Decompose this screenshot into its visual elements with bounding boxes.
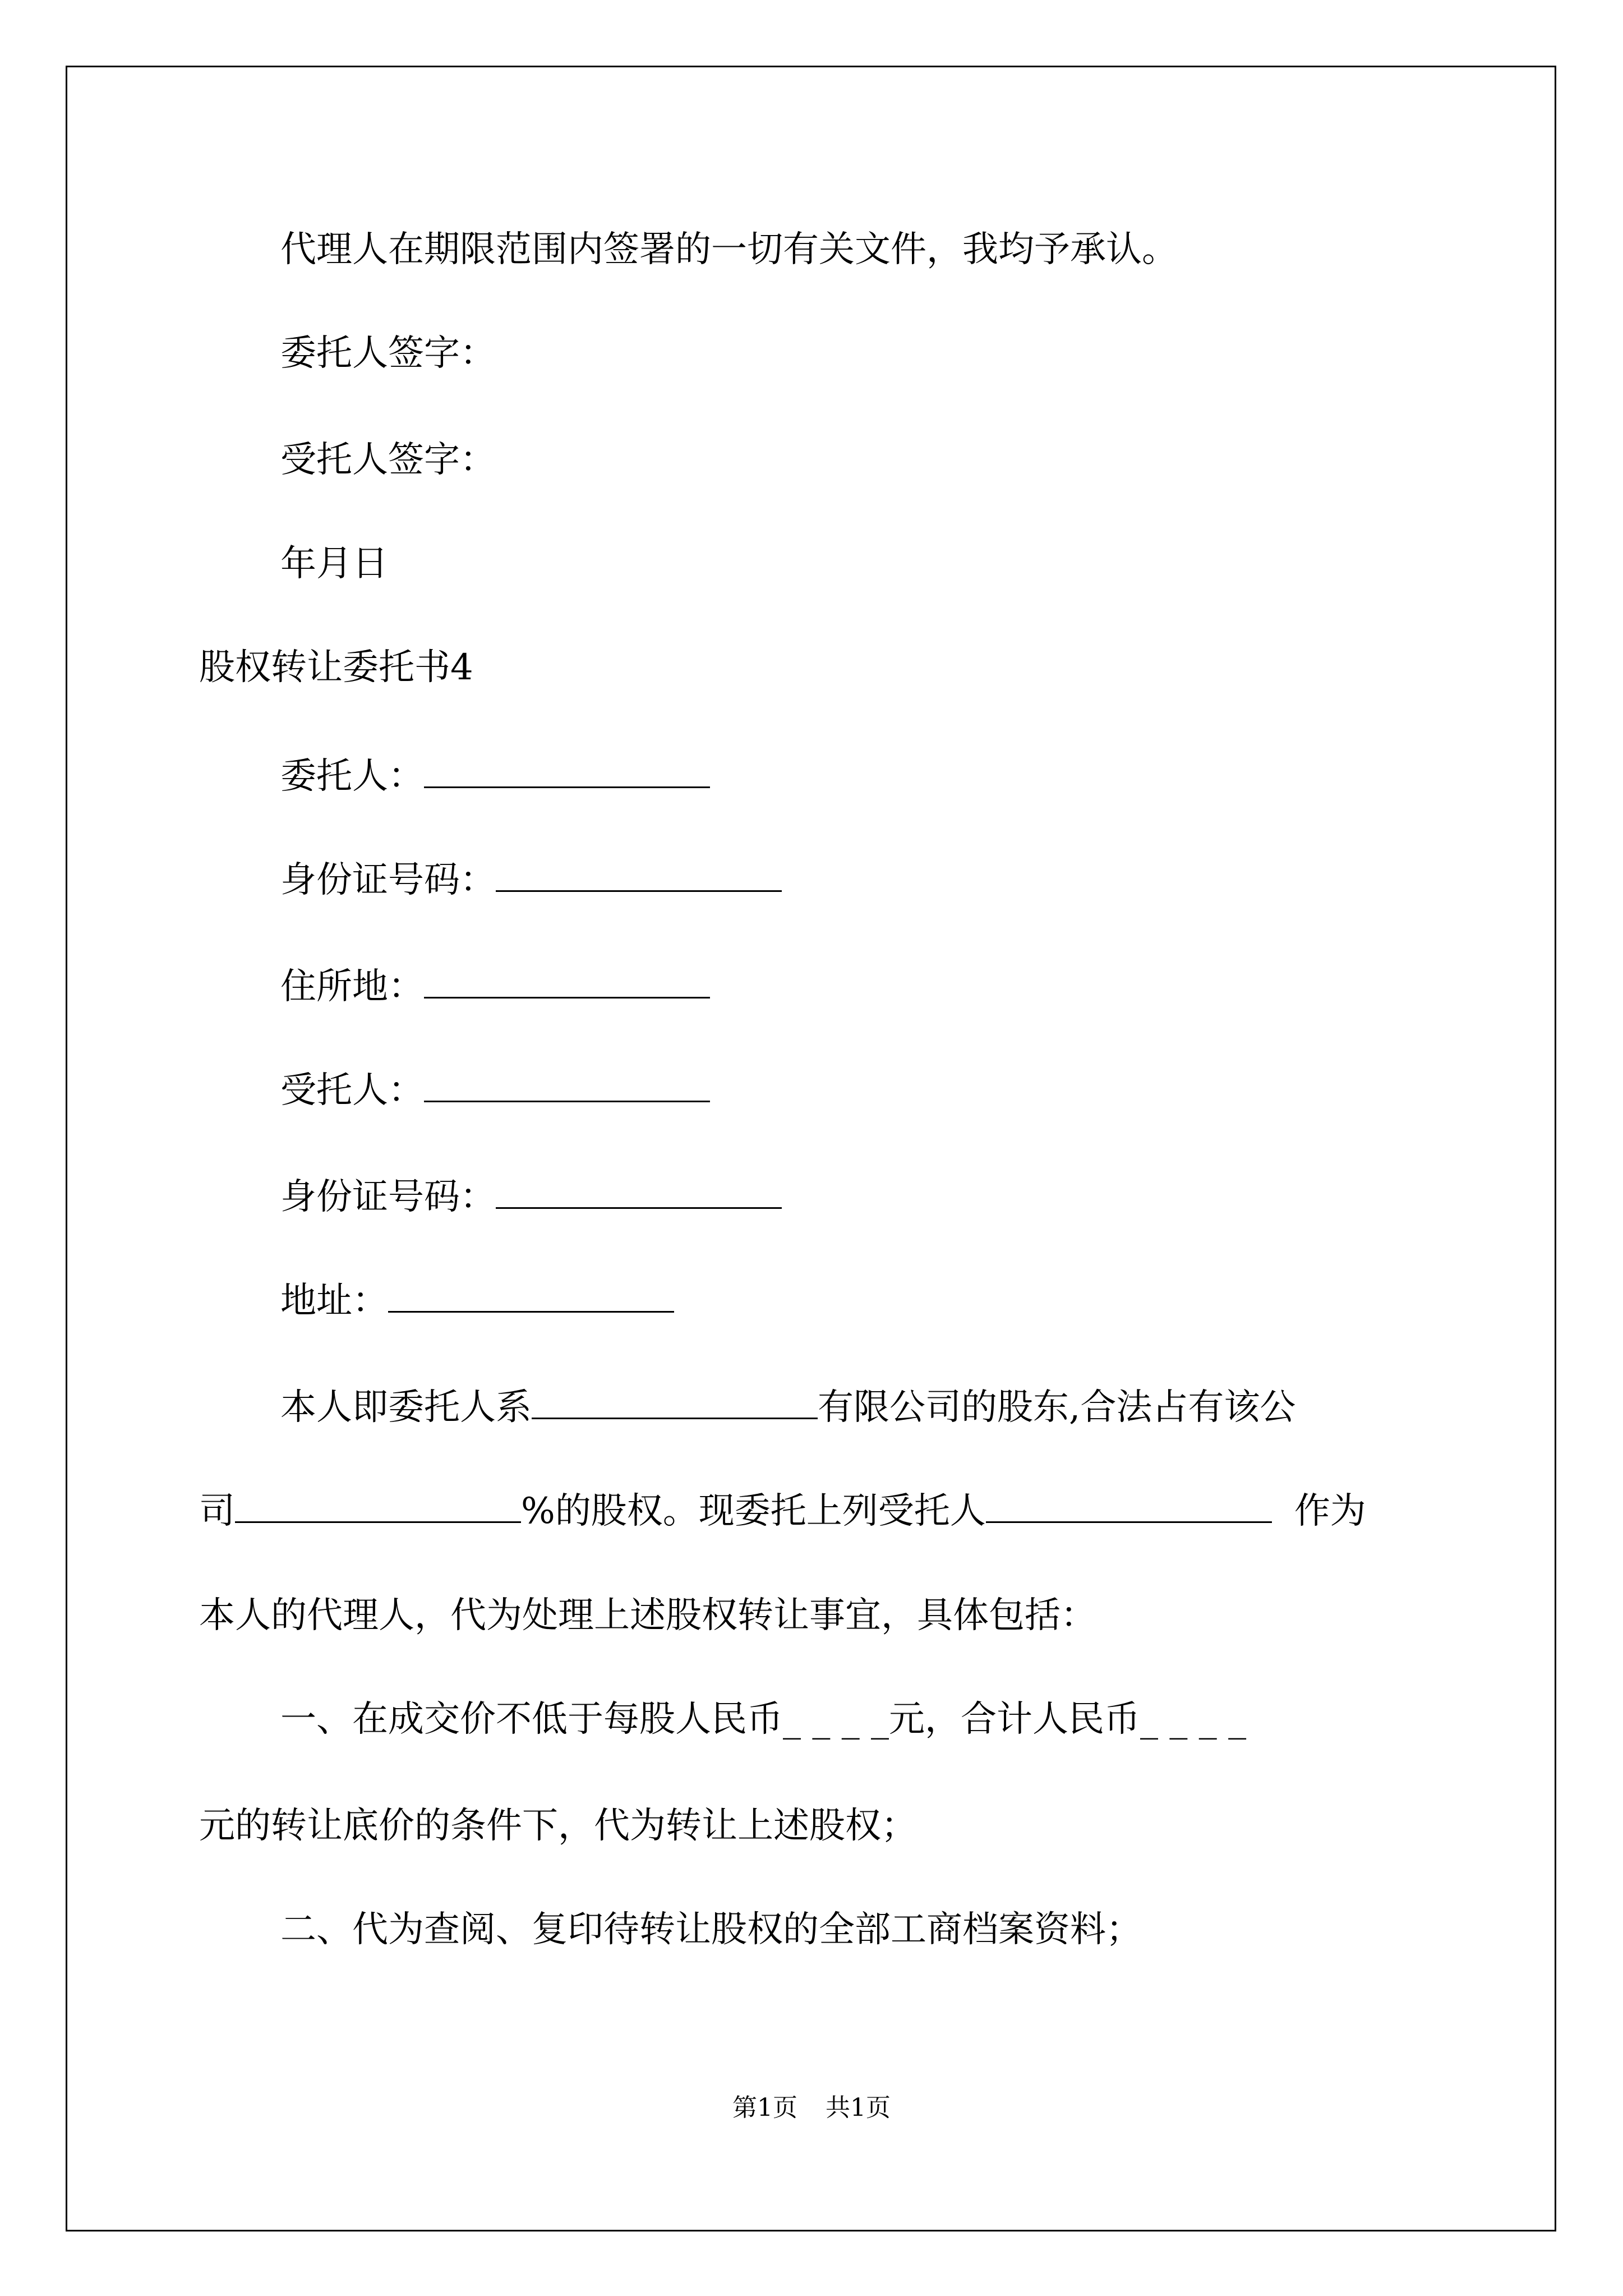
body-text: %的股权。现委托上列受托人 [521,1490,986,1532]
blank-line [496,855,782,892]
body-text: 司 [199,1490,235,1532]
body-line-2 [199,1487,1366,1534]
field-label: 住所地： [280,966,424,1007]
blank-dashes: _ _ _ _ [783,1699,889,1740]
field-principal [280,752,710,799]
field-agent [280,1066,710,1113]
field-label: 身份证号码： [280,1176,496,1218]
principal-signature-label: 委托人签字： [280,333,496,374]
body-text: 有限公司的股东,合法占有该公 [818,1387,1296,1428]
field-label: 受托人： [280,1070,424,1111]
clause-2: 二、代为查阅、复印待转让股权的全部工商档案资料； [280,1909,1142,1950]
body-line-3: 本人的代理人，代为处理上述股权转让事宜，具体包括： [199,1595,1096,1636]
field-address [280,1276,674,1323]
field-label: 身份证号码： [280,859,496,901]
blank-line [496,1172,782,1209]
page-number: 第1页 [732,2093,797,2122]
date-label: 年月日 [280,543,388,585]
clause-1-line-1 [280,1697,1246,1742]
blank-line [532,1383,818,1419]
blank-line [388,1276,674,1313]
blank-line [424,1066,710,1102]
body-text: 元，合计人民币 [889,1699,1141,1740]
blank-line [235,1487,521,1523]
blank-dashes: _ _ _ _ [1140,1699,1247,1740]
blank-line [424,962,710,999]
body-line-1 [280,1383,1295,1430]
agent-signature-label: 受托人签字： [280,439,496,481]
field-principal-id [280,855,782,903]
document-heading: 股权转让委托书4 [199,647,473,688]
body-text: 一、在成交价不低于每股人民币 [280,1699,783,1740]
page-total: 共1页 [826,2093,891,2122]
field-residence [280,962,710,1009]
page-border [66,66,1556,2231]
body-text: 作为 [1294,1490,1366,1532]
field-agent-id [280,1172,782,1220]
blank-line [986,1487,1272,1523]
paragraph-acknowledgement: 代理人在期限范围内签署的一切有关文件，我均予承认。 [280,229,1178,270]
page-footer [0,2092,1623,2124]
field-label: 委托人： [280,756,424,797]
blank-line [424,752,710,788]
clause-1-line-2: 元的转让底价的条件下，代为转让上述股权； [199,1805,917,1847]
body-text: 本人即委托人系 [280,1387,532,1428]
field-label: 地址： [280,1280,388,1322]
